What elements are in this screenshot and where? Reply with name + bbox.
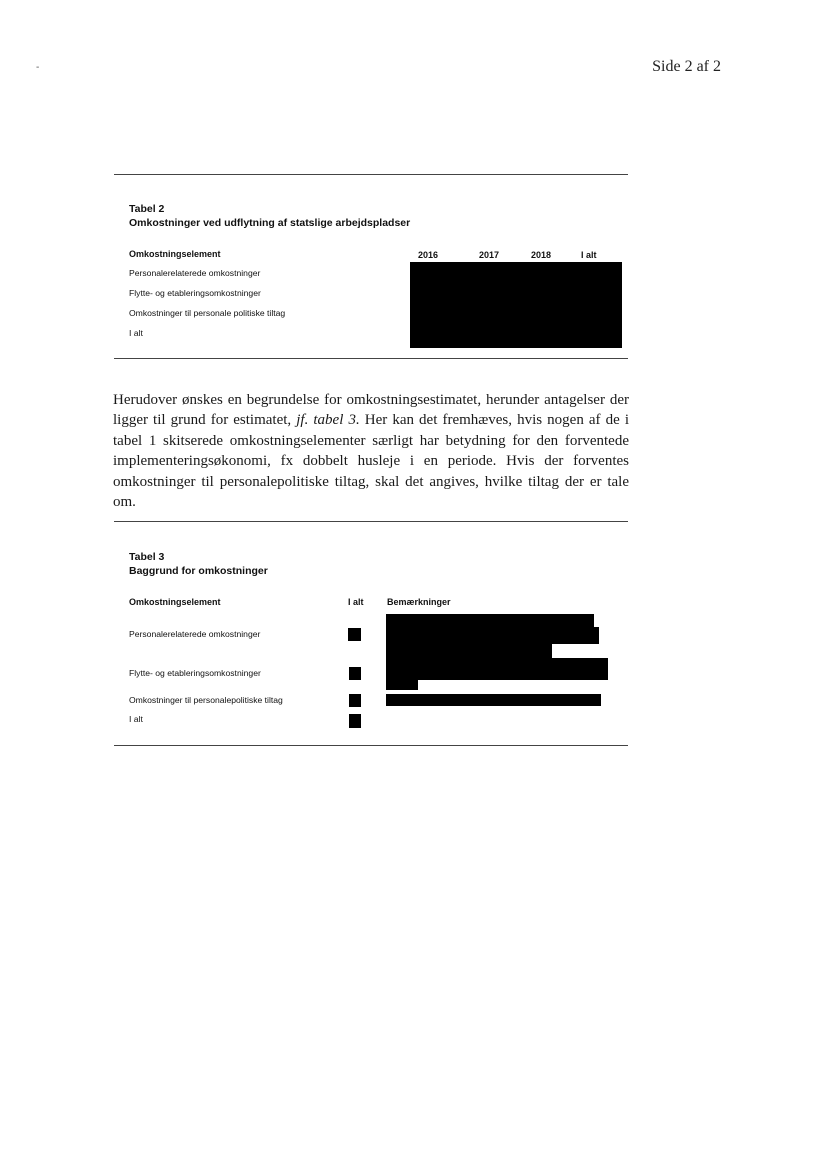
table2-row-total: I alt <box>129 328 143 338</box>
paragraph-part2: Her kan det fremhæves, hvis nogen af de i tabel 1 skitserede omkostningselementer særligt har betydning for den forventede implementeringsøkonomi, fx dobbelt husleje i en periode. Hvis der forventes omkostninger til personalepolitiske tiltag, skal det angives, hvilke tiltag der er tale om. <box>113 412 630 511</box>
table3-bottom-rule <box>114 745 628 746</box>
table3-redacted-total-personnel <box>348 628 361 641</box>
table3-redacted-total-relocation <box>349 667 361 680</box>
stray-mark: - <box>36 62 40 73</box>
table2-number: Tabel 2 <box>129 203 165 215</box>
table2-col-2017: 2017 <box>479 250 500 260</box>
table3-redacted-remark-line4 <box>386 658 608 680</box>
table2-title: Omkostninger ved udflytning af statslige arbejdspladser <box>129 217 411 229</box>
table3-redacted-remark-line3 <box>386 642 552 658</box>
table2-col-2016: 2016 <box>418 250 439 260</box>
table3-row-total: I alt <box>129 714 143 724</box>
table2-top-rule <box>114 174 628 175</box>
table3-row-relocation: Flytte- og etableringsomkostninger <box>129 668 261 678</box>
table3-col-element: Omkostningselement <box>129 597 221 607</box>
table3-redacted-remark-line6 <box>386 694 601 706</box>
page-number: Side 2 af 2 <box>652 58 721 75</box>
paragraph-reference: jf. tabel 3. <box>296 412 360 429</box>
table2-redacted-values <box>410 262 622 348</box>
table2-row-relocation: Flytte- og etableringsomkostninger <box>129 288 261 298</box>
table2-row-personnel: Personalerelaterede omkostninger <box>129 268 261 278</box>
table3-title: Baggrund for omkostninger <box>129 565 268 577</box>
table2-col-2018: 2018 <box>531 250 552 260</box>
table3-redacted-remark-line5 <box>386 676 418 690</box>
table2-bottom-rule <box>114 358 628 359</box>
table3-number: Tabel 3 <box>129 551 165 563</box>
explanation-paragraph <box>113 390 629 512</box>
table3-row-policy: Omkostninger til personalepolitiske tiltag <box>129 695 283 705</box>
table3-top-rule <box>114 521 628 522</box>
table3-col-total: I alt <box>348 597 364 607</box>
table2-row-policy: Omkostninger til personale politiske tiltag <box>129 308 286 318</box>
table3-redacted-total-policy <box>349 694 361 707</box>
paragraph-part1: Herudover ønskes en begrundelse for omkostningsestimatet, herunder antagelser der ligger til grund for estimatet, <box>113 392 629 429</box>
table3-redacted-total-sum <box>349 714 361 728</box>
table3-col-remarks: Bemærkninger <box>387 597 451 607</box>
table2-col-total: I alt <box>581 250 597 260</box>
table3-row-personnel: Personalerelaterede omkostninger <box>129 629 261 639</box>
table2-col-element: Omkostningselement <box>129 249 221 259</box>
